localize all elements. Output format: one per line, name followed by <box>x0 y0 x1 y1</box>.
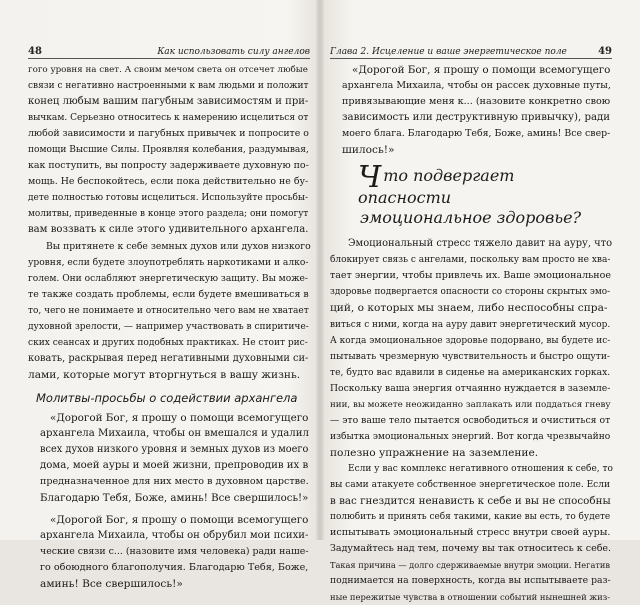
text-line: избытка эмоциональных энергий. Вот когда чрезвычайно <box>330 431 611 442</box>
section-heading <box>358 160 612 228</box>
prayer-3 <box>330 62 612 158</box>
text-line: — это ваше тело пытается освободиться и очиститься от <box>330 414 611 426</box>
text-line: Задумайтесь над тем, почему вы так относитесь к себе. <box>330 543 612 555</box>
text-line: духовной зрелости, — например участвовать в спиритиче- <box>28 321 309 332</box>
text-line: уровня, если будете злоупотреблять наркотиками и алко- <box>28 257 309 268</box>
text-line: «Дорогой Бог, я прошу о помощи всемогущего <box>50 411 309 424</box>
heading-drop-cap: Ч <box>358 160 382 196</box>
heading-line-2: эмоциональное здоровье? <box>360 208 582 228</box>
text-line: блокирует связь с ангелами, поскольку вам просто не хва- <box>330 255 611 266</box>
prayers-subheading: Молитвы-просьбы о содействии архангела <box>36 390 298 405</box>
text-line: конец любым вашим пагубным зависимостям и при- <box>28 96 309 108</box>
text-line: те также создать проблемы, если будете вмешиваться в <box>28 288 309 300</box>
text-line: полюбить и принять себя такими, какие вы есть, то будете <box>330 512 611 523</box>
text-line: Вы притянете к себе земных духов или духов низкого <box>46 240 311 252</box>
text-line: полезно упражнение на заземление. <box>330 446 539 459</box>
text-line: вычкам. Серьезно относитесь к намерению исцелиться от <box>28 113 309 124</box>
text-line: связи с негативно настроенными к вам людьми и положит <box>28 81 309 92</box>
right-paragraph-2 <box>330 461 612 605</box>
left-running-head: Как использовать силу ангелов <box>157 47 310 57</box>
left-paragraph-1 <box>28 62 310 239</box>
right-page-number: 49 <box>598 46 612 57</box>
left-page-body <box>28 62 310 593</box>
text-line: вы сами атакуете собственное энергетическое поле. Если <box>330 479 611 490</box>
text-line: нии, вы можете неожиданно заплакать или поддаться гневу <box>330 399 611 410</box>
text-line: те, будто вас вдавили в сиденье на американских горках. <box>330 366 611 378</box>
text-line: Поскольку ваша энергия отчаянно нуждается в заземле- <box>330 382 611 394</box>
text-line: го обоюдного благополучия. Благодарю Тебя, Боже, <box>40 562 309 574</box>
text-line: Если у вас комплекс негативного отношения к себе, то <box>348 463 613 474</box>
text-line: зависимость или деструктивную привычку), ради <box>342 112 611 124</box>
prayer-2 <box>28 512 310 592</box>
text-line: всех духов низкого уровня и земных духов из моего <box>40 444 309 456</box>
text-line: ций, о которых мы знаем, либо неспособны спра- <box>330 302 608 315</box>
text-line: ковать, раскрывая перед негативными духовными си- <box>28 352 309 364</box>
right-page <box>322 0 640 603</box>
right-running-head: Глава 2. Исцеление и ваше энергетическое поле <box>330 47 567 57</box>
text-line: предназначенное для них место в духовном царстве. <box>40 476 309 488</box>
text-line: испытывать эмоциональный стресс внутри своей ауры. <box>330 527 611 539</box>
text-line: молитвы, приведенные в конце этого раздела; они помогут <box>28 209 309 220</box>
right-page-header <box>330 44 612 59</box>
text-line: пытывать чрезмерную чувствительность и быстро ощути- <box>330 351 610 362</box>
left-page-number: 48 <box>28 46 42 57</box>
text-line: как поступить, вы попросту задерживаете духовную по- <box>28 160 309 172</box>
text-line: гого уровня на свет. А своим мечом света он отсечет любые <box>28 65 308 75</box>
left-page <box>0 0 318 591</box>
prayer-1 <box>28 410 310 506</box>
text-line: голем. Они ослабляют энергетическую защиту. Вы може- <box>28 273 308 284</box>
text-line: лами, которые могут вторгнуться в вашу жизнь. <box>28 368 301 381</box>
text-line: архангела Михаила, чтобы он рассек духовные путы, <box>342 80 611 92</box>
text-line: виться с ними, когда на ауру давит энергетический мусор. <box>330 319 611 330</box>
left-paragraph-2 <box>28 239 310 383</box>
text-line: «Дорогой Бог, я прошу о помощи всемогущего <box>50 514 309 527</box>
text-line: дете полностью готовы исцелиться. Используйте просьбы- <box>28 193 309 204</box>
text-line: Эмоциональный стресс тяжело давит на ауру, что <box>348 238 613 250</box>
text-line: архангела Михаила, чтобы он вмешался и удалил <box>40 428 309 440</box>
text-line: в вас гнездится ненависть к себе и вы не способны <box>330 495 611 508</box>
text-line: любой зависимости и пагубных привычек и попросите о <box>28 128 309 140</box>
text-line: аминь! Все свершилось!» <box>40 578 183 591</box>
text-line: ные пережитые чувства в отношении событий нынешней жиз- <box>330 592 611 603</box>
text-line: шилось!» <box>342 144 395 157</box>
right-paragraph-1 <box>330 236 612 461</box>
text-line: здоровье подвергается опасности со стороны скрытых эмо- <box>330 287 611 298</box>
text-line: моего блага. Благодарю Тебя, Боже, аминь! Все свер- <box>342 128 611 140</box>
text-line: тает энергии, чтобы привлечь их. Ваше эмоциональное <box>330 270 611 282</box>
text-line: ских сеансах и других подобных практиках. Не стоит рис- <box>28 337 308 348</box>
text-line: «Дорогой Бог, я прошу о помощи всемогущего <box>352 64 611 76</box>
left-page-header <box>28 44 310 59</box>
text-line: то, чего не понимаете и относительно чего вам не хватает <box>28 305 309 316</box>
text-line: А когда эмоциональное здоровье подорвано, вы будете ис- <box>330 335 611 346</box>
text-line: Такая причина — долго сдерживаемые внутри эмоции. Негатив <box>330 560 611 571</box>
text-line: помощи Высшие Силы. Проявляя колебания, раздумывая, <box>28 145 309 156</box>
text-line: дома, моей ауры и моей жизни, препроводив их в <box>40 460 309 472</box>
heading-line-1: то подвергает опасности <box>358 166 515 208</box>
text-line: привязывающие меня к... (назовите конкретно свою <box>342 96 611 108</box>
text-line: архангела Михаила, чтобы он обрубил мои психи- <box>40 530 309 542</box>
text-line: мощь. Не беспокойтесь, если пока действительно не бу- <box>28 176 309 188</box>
text-line: Благодарю Тебя, Боже, аминь! Все свершилось!» <box>40 492 309 505</box>
right-page-body <box>330 62 612 605</box>
text-line: поднимается на поверхность, когда вы испытываете раз- <box>330 575 611 587</box>
text-line: вам воззвать к силе этого удивительного архангела. <box>28 224 309 236</box>
text-line: ческие связи с... (назовите имя человека) ради наше- <box>40 546 309 558</box>
